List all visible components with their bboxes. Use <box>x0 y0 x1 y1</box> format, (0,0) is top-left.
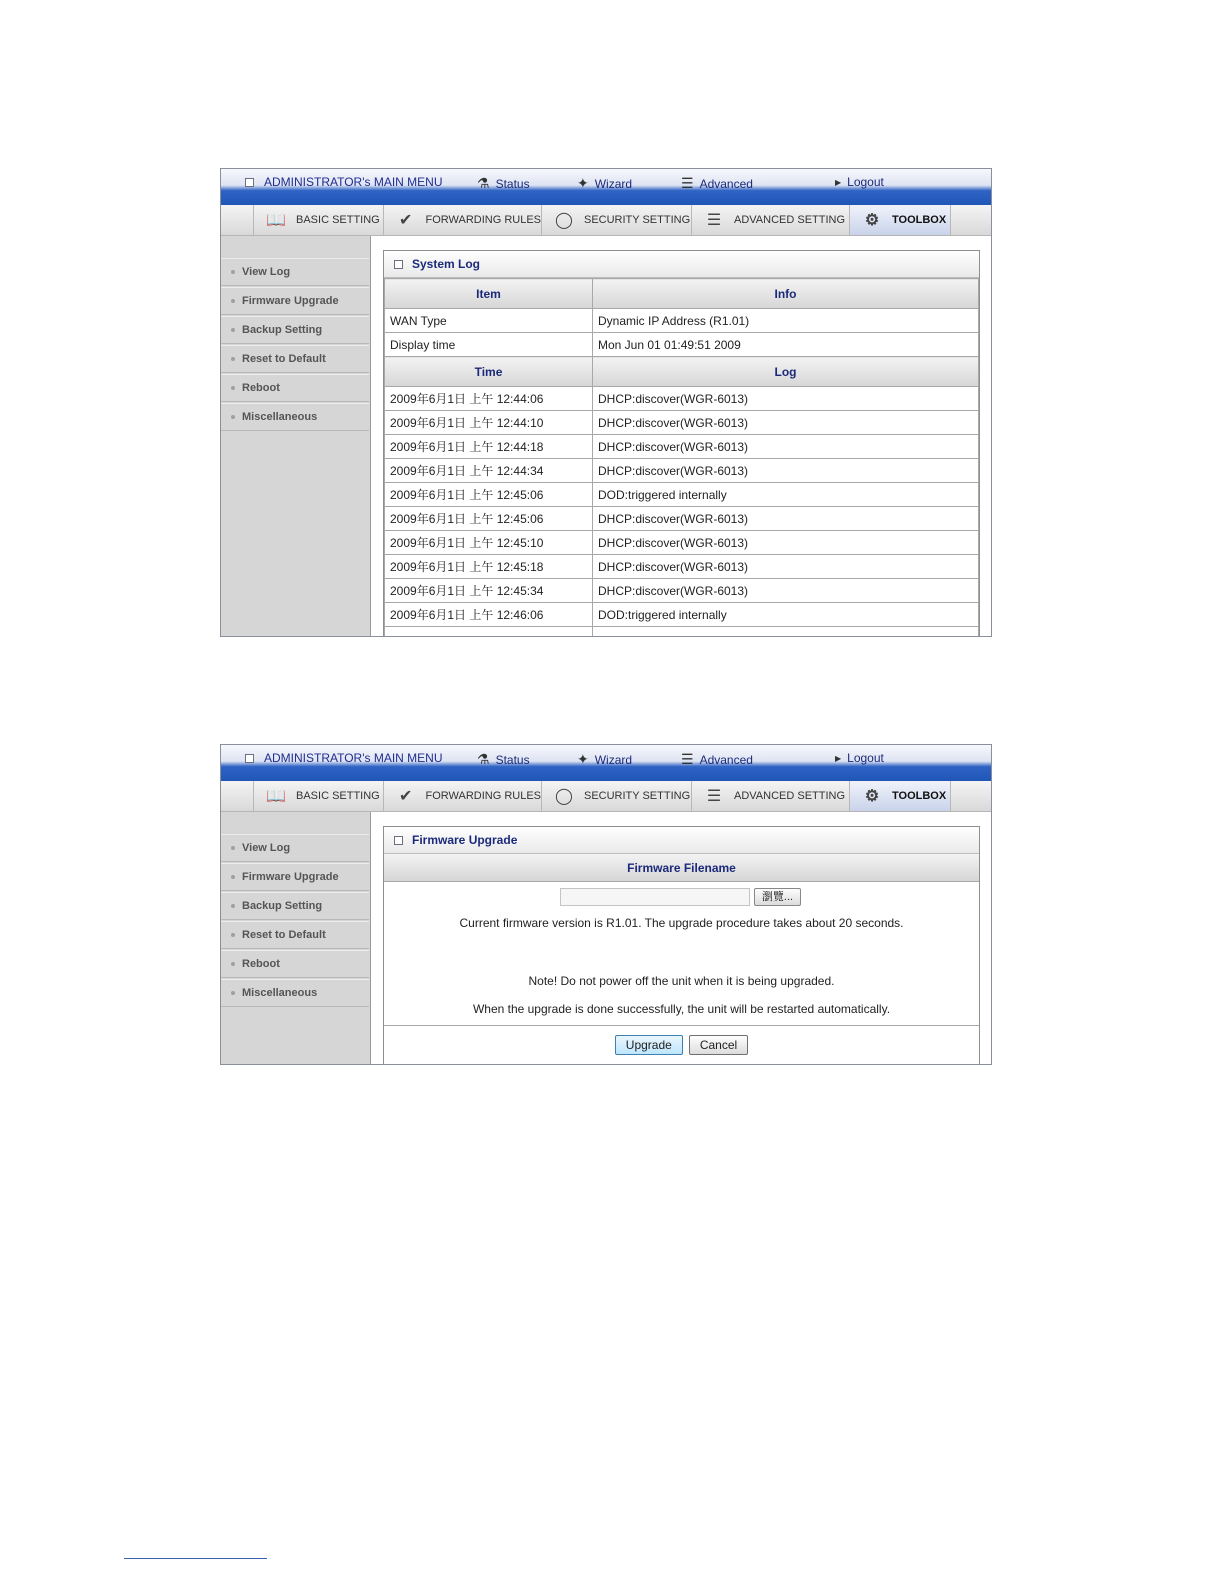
firmware-version-text: Current firmware version is R1.01. The upgrade procedure takes about 20 seconds. <box>459 916 904 930</box>
firmware-upgrade-screenshot <box>220 744 992 1065</box>
advanced-label: Advanced <box>699 176 753 191</box>
sidebar-item-label: Reset to Default <box>242 353 326 365</box>
status-link[interactable] <box>477 175 530 192</box>
tab-toolbox-label: TOOLBOX <box>892 214 947 226</box>
log-time-cell: 2009年6月1日 上午 12:45:06 <box>385 483 593 507</box>
security-icon: ◯ <box>555 788 573 805</box>
bullet-icon <box>231 904 235 908</box>
panel-square-icon <box>394 260 403 269</box>
tab-basic-label: BASIC SETTING <box>296 214 380 226</box>
main-menu-bar <box>221 745 991 781</box>
advanced-link[interactable] <box>681 751 753 768</box>
table-row <box>385 579 979 603</box>
sidebar-item-label: Firmware Upgrade <box>242 295 339 307</box>
bullet-icon <box>231 415 235 419</box>
tab-basic-label: BASIC SETTING <box>296 790 380 802</box>
tab-security-label: SECURITY SETTING <box>584 790 691 802</box>
tab-forwarding-rules[interactable] <box>383 781 541 811</box>
bullet-icon <box>231 270 235 274</box>
sidebar-item-label: Miscellaneous <box>242 411 318 423</box>
bullet-icon <box>231 386 235 390</box>
log-message-cell-empty <box>593 627 979 638</box>
advanced-icon: ☰ <box>681 175 694 191</box>
tab-bar <box>221 205 991 236</box>
logout-link[interactable] <box>835 751 884 765</box>
panel-square-icon <box>394 836 403 845</box>
tab-forwarding-label: FORWARDING RULES <box>425 214 541 226</box>
tab-toolbox[interactable] <box>849 205 951 235</box>
table-row <box>385 459 979 483</box>
sidebar-item-label: Backup Setting <box>242 324 323 336</box>
table-row <box>385 483 979 507</box>
sidebar-item-backup-setting[interactable] <box>221 316 369 344</box>
main-menu-bar <box>221 169 991 205</box>
tab-basic-setting[interactable] <box>253 205 383 235</box>
log-time-cell: 2009年6月1日 上午 12:44:10 <box>385 411 593 435</box>
sidebar-item-label: Backup Setting <box>242 900 323 912</box>
column-header-time: Time <box>385 357 593 387</box>
power-warning-text: Note! Do not power off the unit when it is being upgraded. <box>528 974 835 988</box>
advanced-label: Advanced <box>699 752 753 767</box>
bullet-icon <box>231 991 235 995</box>
log-message-cell: DOD:triggered internally <box>593 483 979 507</box>
sidebar-item-label: Reboot <box>242 958 280 970</box>
firmware-upgrade-panel <box>383 826 980 1065</box>
tab-toolbox[interactable] <box>849 781 951 811</box>
firmware-filename-header: Firmware Filename <box>384 854 979 882</box>
status-icon: ⚗ <box>477 175 490 191</box>
upgrade-button[interactable]: Upgrade <box>615 1035 683 1055</box>
tab-toolbox-label: TOOLBOX <box>892 790 947 802</box>
admin-main-menu[interactable] <box>245 175 443 189</box>
wizard-label: Wizard <box>594 752 633 767</box>
footnote-divider <box>124 1558 267 1559</box>
system-log-table <box>384 278 979 637</box>
info-item-cell: WAN Type <box>385 309 593 333</box>
tab-advanced-setting[interactable] <box>691 205 849 235</box>
bullet-icon <box>231 875 235 879</box>
log-message-cell: DOD:triggered internally <box>593 603 979 627</box>
wizard-link[interactable] <box>577 751 632 768</box>
bullet-icon <box>231 962 235 966</box>
firmware-form-body <box>384 882 979 1026</box>
tab-bar <box>221 781 991 812</box>
admin-main-menu-label: ADMINISTRATOR's MAIN MENU <box>264 175 443 189</box>
sidebar-item-label: Miscellaneous <box>242 987 318 999</box>
menu-square-icon <box>245 178 254 187</box>
bullet-icon <box>231 299 235 303</box>
status-label: Status <box>495 752 530 767</box>
sidebar-item-view-log[interactable] <box>221 258 369 286</box>
log-message-cell: DHCP:discover(WGR-6013) <box>593 555 979 579</box>
log-message-cell: DHCP:discover(WGR-6013) <box>593 411 979 435</box>
sidebar-item-label: Reset to Default <box>242 929 326 941</box>
log-message-cell: DHCP:discover(WGR-6013) <box>593 507 979 531</box>
column-header-item: Item <box>385 279 593 309</box>
info-value-cell: Mon Jun 01 01:49:51 2009 <box>593 333 979 357</box>
firmware-button-row <box>384 1026 979 1064</box>
log-time-cell: 2009年6月1日 上午 12:44:34 <box>385 459 593 483</box>
toolbox-gear-icon: ⚙ <box>864 212 880 229</box>
sidebar <box>221 812 371 1064</box>
toolbox-gear-icon: ⚙ <box>864 788 880 805</box>
sidebar-item-label: Reboot <box>242 382 280 394</box>
sidebar-item-label: View Log <box>242 266 291 278</box>
tab-security-setting[interactable] <box>541 205 691 235</box>
book-icon: 📖 <box>266 212 286 229</box>
browse-button[interactable]: 瀏覽... <box>754 888 801 906</box>
table-row <box>385 603 979 627</box>
log-time-cell-empty <box>385 627 593 638</box>
table-row <box>385 435 979 459</box>
firmware-file-input[interactable] <box>560 888 750 906</box>
status-label: Status <box>495 176 530 191</box>
sidebar-item-view-log[interactable] <box>221 834 369 862</box>
log-time-cell: 2009年6月1日 上午 12:46:06 <box>385 603 593 627</box>
wizard-icon: ✦ <box>577 751 589 767</box>
sidebar-item-reboot[interactable] <box>221 950 369 978</box>
log-message-cell: DHCP:discover(WGR-6013) <box>593 531 979 555</box>
table-row <box>385 627 979 638</box>
wizard-link[interactable] <box>577 175 632 192</box>
column-header-log: Log <box>593 357 979 387</box>
log-time-cell: 2009年6月1日 上午 12:44:06 <box>385 387 593 411</box>
admin-main-menu-label: ADMINISTRATOR's MAIN MENU <box>264 751 443 765</box>
wizard-icon: ✦ <box>577 175 589 191</box>
bullet-icon <box>231 328 235 332</box>
info-header-row <box>385 279 979 309</box>
table-row <box>385 309 979 333</box>
sidebar-item-reboot[interactable] <box>221 374 369 402</box>
advanced-icon: ☰ <box>681 751 694 767</box>
system-log-panel <box>383 250 980 637</box>
panel-title: Firmware Upgrade <box>412 833 518 847</box>
tab-advanced-label: ADVANCED SETTING <box>734 214 846 226</box>
log-header-row <box>385 357 979 387</box>
arrow-right-icon: ▶ <box>835 753 842 763</box>
advanced-setting-icon: ☰ <box>706 212 722 229</box>
wizard-label: Wizard <box>594 176 633 191</box>
log-message-cell: DHCP:discover(WGR-6013) <box>593 459 979 483</box>
tab-basic-setting[interactable] <box>253 781 383 811</box>
sidebar-item-backup-setting[interactable] <box>221 892 369 920</box>
sidebar-item-firmware-upgrade[interactable] <box>221 863 369 891</box>
sidebar-item-reset-to-default[interactable] <box>221 921 369 949</box>
bullet-icon <box>231 357 235 361</box>
sidebar-item-label: Firmware Upgrade <box>242 871 339 883</box>
column-header-info: Info <box>593 279 979 309</box>
log-time-cell: 2009年6月1日 上午 12:44:18 <box>385 435 593 459</box>
tab-forwarding-rules[interactable] <box>383 205 541 235</box>
sidebar-item-miscellaneous[interactable] <box>221 403 369 431</box>
sidebar-item-label: View Log <box>242 842 291 854</box>
table-row <box>385 555 979 579</box>
logout-link[interactable] <box>835 175 884 189</box>
tab-advanced-setting[interactable] <box>691 781 849 811</box>
panel-title: System Log <box>412 257 481 271</box>
log-time-cell: 2009年6月1日 上午 12:45:10 <box>385 531 593 555</box>
sidebar-item-miscellaneous[interactable] <box>221 979 369 1007</box>
advanced-link[interactable] <box>681 175 753 192</box>
bullet-icon <box>231 933 235 937</box>
tab-security-label: SECURITY SETTING <box>584 214 691 226</box>
logout-label: Logout <box>847 751 884 765</box>
admin-main-menu[interactable] <box>245 751 443 765</box>
bullet-icon <box>231 846 235 850</box>
table-row <box>385 411 979 435</box>
tab-forwarding-label: FORWARDING RULES <box>425 790 541 802</box>
info-value-cell: Dynamic IP Address (R1.01) <box>593 309 979 333</box>
table-row <box>385 507 979 531</box>
sidebar <box>221 236 371 636</box>
cancel-button[interactable]: Cancel <box>689 1035 748 1055</box>
log-time-cell: 2009年6月1日 上午 12:45:06 <box>385 507 593 531</box>
tab-security-setting[interactable] <box>541 781 691 811</box>
security-icon: ◯ <box>555 212 573 229</box>
log-message-cell: DHCP:discover(WGR-6013) <box>593 435 979 459</box>
logout-label: Logout <box>847 175 884 189</box>
log-message-cell: DHCP:discover(WGR-6013) <box>593 579 979 603</box>
status-icon: ⚗ <box>477 751 490 767</box>
log-time-cell: 2009年6月1日 上午 12:45:18 <box>385 555 593 579</box>
log-time-cell: 2009年6月1日 上午 12:45:34 <box>385 579 593 603</box>
menu-square-icon <box>245 754 254 763</box>
system-log-screenshot <box>220 168 992 637</box>
table-row <box>385 531 979 555</box>
table-row <box>385 333 979 357</box>
forwarding-icon: ✔ <box>399 212 413 229</box>
arrow-right-icon: ▶ <box>835 177 842 187</box>
book-icon: 📖 <box>266 788 286 805</box>
forwarding-icon: ✔ <box>399 788 413 805</box>
tab-advanced-label: ADVANCED SETTING <box>734 790 846 802</box>
table-row <box>385 387 979 411</box>
panel-title-bar <box>384 827 979 854</box>
restart-info-text: When the upgrade is done successfully, the unit will be restarted automatically. <box>472 1002 891 1016</box>
sidebar-item-reset-to-default[interactable] <box>221 345 369 373</box>
advanced-setting-icon: ☰ <box>706 788 722 805</box>
status-link[interactable] <box>477 751 530 768</box>
panel-title-bar <box>384 251 979 278</box>
log-message-cell: DHCP:discover(WGR-6013) <box>593 387 979 411</box>
info-item-cell: Display time <box>385 333 593 357</box>
sidebar-item-firmware-upgrade[interactable] <box>221 287 369 315</box>
